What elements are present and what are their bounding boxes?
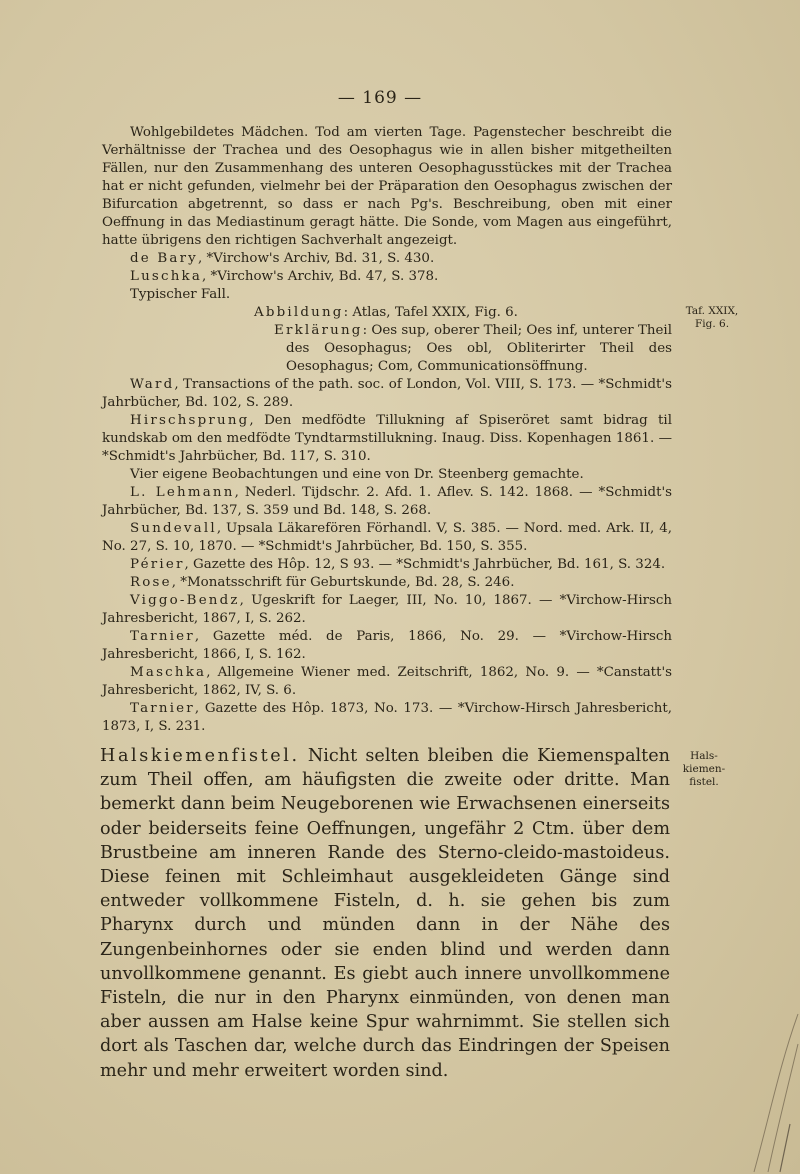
page-number: — 169 — xyxy=(337,88,423,108)
reference-text: , Gazette méd. de Paris, 1866, No. 29. — *Virchow-Hirsch Jahresbericht, 1866, I, S. 162. xyxy=(102,629,672,662)
figure-explanation xyxy=(102,322,672,376)
reference-item xyxy=(102,574,672,592)
reference-text: , *Monatsschrift für Geburtskunde, Bd. 28, S. 246. xyxy=(171,575,515,590)
author-name: Viggo-Bendz xyxy=(130,593,240,608)
reference-text: , Den medfödte Tillukning af Spiseröret samt bidrag til kundskab om den medfödte Tyndtarmstillukning. Inaug. Diss. Kopenhagen 1861. — *Schmidt's Jahrbücher, Bd. 117, S. 310. xyxy=(102,413,672,464)
reference-item xyxy=(102,412,672,466)
author-name: L. Lehmann xyxy=(130,485,235,500)
reference-item xyxy=(102,628,672,664)
margin-note-plate: Taf. XXIX, Fig. 6. xyxy=(685,305,739,330)
reference-luschka xyxy=(102,268,672,286)
reference-item xyxy=(102,376,672,412)
reference-text: , Ugeskrift for Laeger, III, No. 10, 1867. — *Virchow-Hirsch Jahresbericht, 1867, I, S. 262. xyxy=(102,593,672,626)
reference-item xyxy=(102,466,672,484)
reference-text: , Gazette des Hôp. 1873, No. 173. — *Virchow-Hirsch Jahresbericht, 1873, I, S. 231. xyxy=(102,701,672,734)
author-name: Hirschsprung xyxy=(130,413,250,428)
case-paragraph: Wohlgebildetes Mädchen. Tod am vierten Tage. Pagenstecher beschreibt die Verhältnisse der Trachea und des Oesophagus wie in allen bisher mitgetheilten Fällen, nur den Zusammenhang des unteren Oesophagusstückes mit der Trachea hat er nicht gefunden, vielmehr bei der Präparation den Oesophagus zwischen der Bifurcation abgetrennt, so dass er nach Pg's. Beschreibung, oben mit einer Oeffnung in das Mediastinum geragt hätte. Die Sonde, vom Magen aus eingeführt, hatte übrigens den richtigen Sachverhalt angezeigt. xyxy=(102,125,672,248)
reference-text: , *Virchow's Archiv, Bd. 31, S. 430. xyxy=(197,251,435,266)
reference-item xyxy=(102,484,672,520)
author-name: Ward xyxy=(130,377,175,392)
case-description-block xyxy=(102,124,672,736)
explanation-text: : Oes sup, oberer Theil; Oes inf, unterer Theil des Oesophagus; Oes obl, Obliterirter Theil des Oesophagus; Com, Communicationsöffnung. xyxy=(286,323,672,374)
reference-item xyxy=(102,556,672,574)
author-name: Tarnier xyxy=(130,629,195,644)
author-name: Périer xyxy=(130,557,185,572)
author-name: Maschka xyxy=(130,665,207,680)
reference-text: , Gazette des Hôp. 12, S 93. — *Schmidt's Jahrbücher, Bd. 161, S. 324. xyxy=(184,557,666,572)
reference-text: , Upsala Läkarefören Förhandl. V, S. 385. — Nord. med. Ark. II, 4, No. 27, S. 10, 1870. — *Schmidt's Jahrbücher, Bd. 150, S. 355. xyxy=(102,521,672,554)
reference-text: , *Virchow's Archiv, Bd. 47, S. 378. xyxy=(202,269,439,284)
author-name: Tarnier xyxy=(130,701,195,716)
author-name: Luschka xyxy=(130,269,203,284)
author-name: de Bary xyxy=(130,251,198,266)
figure-text: : Atlas, Tafel XXIX, Fig. 6. xyxy=(343,305,518,320)
figure-label: Abbildung xyxy=(254,305,344,320)
reference-text: , Nederl. Tijdschr. 2. Afd. 1. Aflev. S. 142. 1868. — *Schmidt's Jahrbücher, Bd. 137, S. 359 und Bd. 148, S. 268. xyxy=(102,485,672,518)
figure-reference xyxy=(102,304,672,322)
section-heading: Halskiemenfistel. xyxy=(100,746,300,766)
author-name: Rose xyxy=(130,575,172,590)
reference-text: , Transactions of the path. soc. of London, Vol. VIII, S. 173. — *Schmidt's Jahrbücher, Bd. 102, S. 289. xyxy=(102,377,672,410)
section-text: Nicht selten bleiben die Kiemenspalten zum Theil offen, am häufigsten die zweite oder dritte. Man bemerkt dann beim Neugeborenen wie Erwachsenen einerseits oder beiderseits feine Oeffnungen, ungefähr 2 Ctm. über dem Brustbeine am inneren Rande des Sterno-cleido-mastoideus. Diese feinen mit Schleimhaut ausgekleideten Gänge sind entweder vollkommene Fisteln, d. h. sie gehen bis zum Pharynx durch und münden dann in der Nähe des Zungenbeinhornes oder sie enden blind und werden dann unvollkommene genannt. Es giebt auch innere unvollkommene Fisteln, die nur in den Pharynx einmünden, von denen man aber aussen am Halse keine Spur wahrnimmt. Sie stellen sich dort als Taschen dar, welche durch das Eindringen der Speisen mehr und mehr erweitert worden sind. xyxy=(100,746,670,1081)
reference-de-bary xyxy=(102,250,672,268)
reference-text: , Allgemeine Wiener med. Zeitschrift, 1862, No. 9. — *Canstatt's Jahresbericht, 1862, IV, S. 6. xyxy=(102,665,672,698)
reference-item xyxy=(102,700,672,736)
reference-item xyxy=(102,592,672,628)
explanation-label: Erklärung xyxy=(274,323,363,338)
section-paragraph xyxy=(100,744,670,1083)
pencil-scribble-mark xyxy=(740,1004,800,1174)
margin-note-hals: Hals-kiemen-fistel. xyxy=(682,750,726,788)
reference-item xyxy=(102,664,672,700)
reference-text: Vier eigene Beobachtungen und eine von Dr. Steenberg gemachte. xyxy=(130,467,584,482)
reference-item xyxy=(102,520,672,556)
typical-case-label: Typischer Fall. xyxy=(130,287,231,302)
reference-list xyxy=(102,376,672,736)
author-name: Sundevall xyxy=(130,521,217,536)
halskiemenfistel-section xyxy=(100,744,670,1083)
